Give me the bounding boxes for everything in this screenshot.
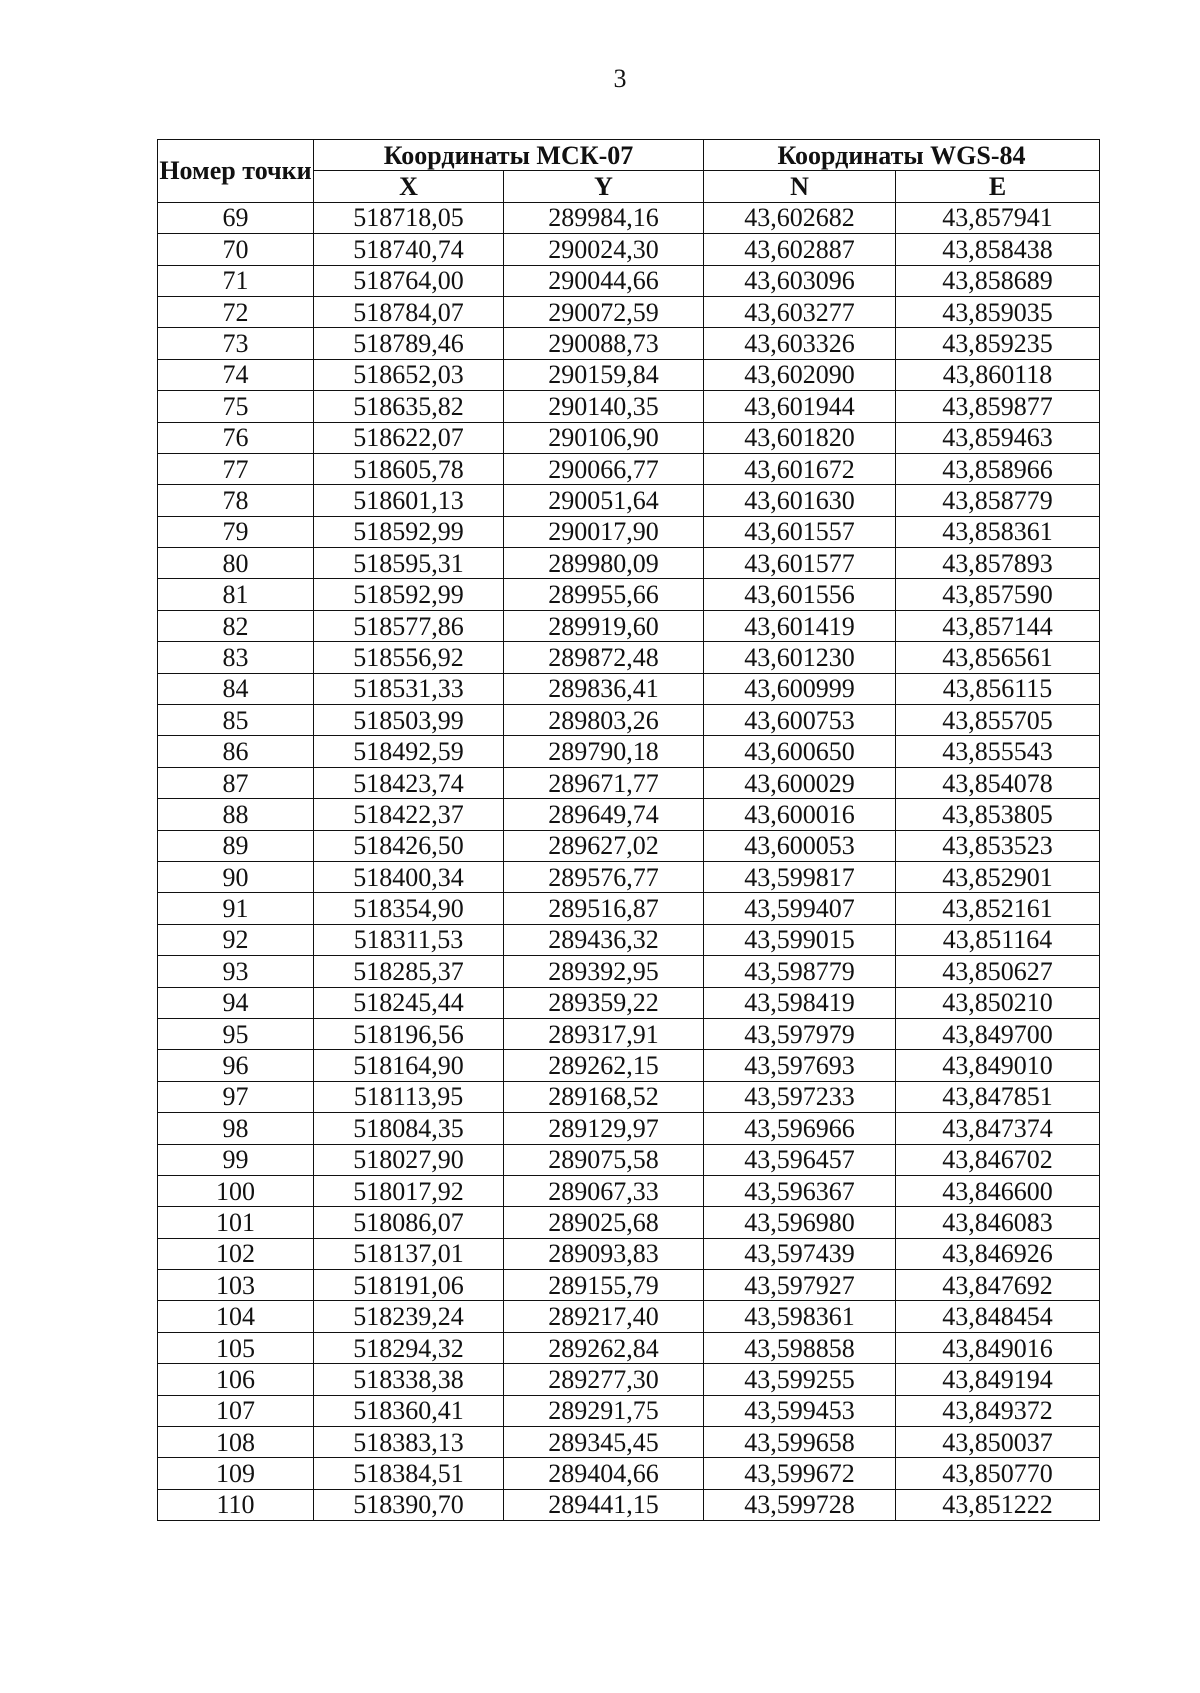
y-cell: 289345,45 bbox=[504, 1427, 704, 1458]
point-number-cell: 90 bbox=[158, 861, 314, 892]
n-cell: 43,601557 bbox=[704, 516, 896, 547]
e-cell: 43,857590 bbox=[896, 579, 1100, 610]
y-cell: 289075,58 bbox=[504, 1144, 704, 1175]
table-row bbox=[158, 924, 1100, 955]
table-row bbox=[158, 1489, 1100, 1520]
x-cell: 518740,74 bbox=[314, 234, 504, 265]
table-row bbox=[158, 548, 1100, 579]
n-cell: 43,600053 bbox=[704, 830, 896, 861]
e-cell: 43,848454 bbox=[896, 1301, 1100, 1332]
x-cell: 518390,70 bbox=[314, 1489, 504, 1520]
e-cell: 43,846600 bbox=[896, 1175, 1100, 1206]
point-number-cell: 88 bbox=[158, 799, 314, 830]
y-cell: 289093,83 bbox=[504, 1238, 704, 1269]
x-cell: 518605,78 bbox=[314, 453, 504, 484]
x-cell: 518338,38 bbox=[314, 1364, 504, 1395]
e-cell: 43,855705 bbox=[896, 705, 1100, 736]
x-cell: 518086,07 bbox=[314, 1207, 504, 1238]
x-cell: 518592,99 bbox=[314, 579, 504, 610]
x-cell: 518635,82 bbox=[314, 391, 504, 422]
n-cell: 43,597693 bbox=[704, 1050, 896, 1081]
x-cell: 518503,99 bbox=[314, 705, 504, 736]
y-cell: 289168,52 bbox=[504, 1081, 704, 1112]
e-cell: 43,852901 bbox=[896, 861, 1100, 892]
y-cell: 289025,68 bbox=[504, 1207, 704, 1238]
x-cell: 518285,37 bbox=[314, 956, 504, 987]
y-cell: 290024,30 bbox=[504, 234, 704, 265]
e-cell: 43,849194 bbox=[896, 1364, 1100, 1395]
y-cell: 289217,40 bbox=[504, 1301, 704, 1332]
n-cell: 43,599817 bbox=[704, 861, 896, 892]
point-number-cell: 69 bbox=[158, 202, 314, 233]
point-number-cell: 75 bbox=[158, 391, 314, 422]
table-row bbox=[158, 861, 1100, 892]
e-cell: 43,859235 bbox=[896, 328, 1100, 359]
table-row bbox=[158, 1238, 1100, 1269]
n-cell: 43,601630 bbox=[704, 485, 896, 516]
msk-coordinates-header: Координаты МСК-07 bbox=[314, 140, 704, 171]
point-number-cell: 93 bbox=[158, 956, 314, 987]
point-number-cell: 94 bbox=[158, 987, 314, 1018]
y-cell: 289627,02 bbox=[504, 830, 704, 861]
point-number-cell: 109 bbox=[158, 1458, 314, 1489]
n-cell: 43,600753 bbox=[704, 705, 896, 736]
e-cell: 43,855543 bbox=[896, 736, 1100, 767]
n-cell: 43,599672 bbox=[704, 1458, 896, 1489]
table-row bbox=[158, 1175, 1100, 1206]
n-cell: 43,598858 bbox=[704, 1332, 896, 1363]
y-cell: 289392,95 bbox=[504, 956, 704, 987]
point-number-cell: 106 bbox=[158, 1364, 314, 1395]
n-cell: 43,598361 bbox=[704, 1301, 896, 1332]
x-cell: 518784,07 bbox=[314, 296, 504, 327]
x-cell: 518556,92 bbox=[314, 642, 504, 673]
e-cell: 43,851164 bbox=[896, 924, 1100, 955]
n-cell: 43,597979 bbox=[704, 1018, 896, 1049]
table-row bbox=[158, 202, 1100, 233]
point-number-cell: 97 bbox=[158, 1081, 314, 1112]
table-row bbox=[158, 1332, 1100, 1363]
y-cell: 290106,90 bbox=[504, 422, 704, 453]
n-cell: 43,603277 bbox=[704, 296, 896, 327]
y-cell: 290088,73 bbox=[504, 328, 704, 359]
n-cell: 43,597439 bbox=[704, 1238, 896, 1269]
point-number-header: Номер точки bbox=[158, 140, 314, 203]
table-row bbox=[158, 987, 1100, 1018]
point-number-cell: 102 bbox=[158, 1238, 314, 1269]
y-cell: 289436,32 bbox=[504, 924, 704, 955]
y-cell: 289671,77 bbox=[504, 767, 704, 798]
point-number-cell: 99 bbox=[158, 1144, 314, 1175]
wgs-coordinates-header: Координаты WGS-84 bbox=[704, 140, 1100, 171]
e-cell: 43,849700 bbox=[896, 1018, 1100, 1049]
e-cell: 43,853805 bbox=[896, 799, 1100, 830]
y-cell: 290140,35 bbox=[504, 391, 704, 422]
table-row bbox=[158, 1364, 1100, 1395]
n-cell: 43,601672 bbox=[704, 453, 896, 484]
coordinates-table bbox=[157, 139, 1100, 1521]
point-number-cell: 83 bbox=[158, 642, 314, 673]
x-cell: 518383,13 bbox=[314, 1427, 504, 1458]
x-cell: 518384,51 bbox=[314, 1458, 504, 1489]
table-row bbox=[158, 705, 1100, 736]
x-cell: 518595,31 bbox=[314, 548, 504, 579]
table-row bbox=[158, 1301, 1100, 1332]
n-cell: 43,603096 bbox=[704, 265, 896, 296]
e-cell: 43,856115 bbox=[896, 673, 1100, 704]
point-number-cell: 103 bbox=[158, 1270, 314, 1301]
y-cell: 290159,84 bbox=[504, 359, 704, 390]
point-number-cell: 80 bbox=[158, 548, 314, 579]
y-cell: 290066,77 bbox=[504, 453, 704, 484]
y-cell: 290072,59 bbox=[504, 296, 704, 327]
y-cell: 289649,74 bbox=[504, 799, 704, 830]
table-row bbox=[158, 516, 1100, 547]
n-cell: 43,599728 bbox=[704, 1489, 896, 1520]
y-header: Y bbox=[504, 171, 704, 202]
n-cell: 43,597927 bbox=[704, 1270, 896, 1301]
page-number: 3 bbox=[613, 64, 627, 93]
point-number-cell: 74 bbox=[158, 359, 314, 390]
e-cell: 43,854078 bbox=[896, 767, 1100, 798]
table-row bbox=[158, 1018, 1100, 1049]
e-cell: 43,853523 bbox=[896, 830, 1100, 861]
point-number-cell: 108 bbox=[158, 1427, 314, 1458]
table-row bbox=[158, 1395, 1100, 1426]
e-cell: 43,846083 bbox=[896, 1207, 1100, 1238]
e-cell: 43,850037 bbox=[896, 1427, 1100, 1458]
table-row bbox=[158, 579, 1100, 610]
table-row bbox=[158, 736, 1100, 767]
point-number-cell: 100 bbox=[158, 1175, 314, 1206]
x-cell: 518622,07 bbox=[314, 422, 504, 453]
e-cell: 43,860118 bbox=[896, 359, 1100, 390]
table-row bbox=[158, 485, 1100, 516]
n-cell: 43,601944 bbox=[704, 391, 896, 422]
y-cell: 289980,09 bbox=[504, 548, 704, 579]
y-cell: 289277,30 bbox=[504, 1364, 704, 1395]
point-number-cell: 89 bbox=[158, 830, 314, 861]
x-cell: 518764,00 bbox=[314, 265, 504, 296]
n-cell: 43,599658 bbox=[704, 1427, 896, 1458]
x-cell: 518245,44 bbox=[314, 987, 504, 1018]
n-cell: 43,599407 bbox=[704, 893, 896, 924]
e-cell: 43,847374 bbox=[896, 1113, 1100, 1144]
point-number-cell: 87 bbox=[158, 767, 314, 798]
e-cell: 43,846926 bbox=[896, 1238, 1100, 1269]
x-cell: 518354,90 bbox=[314, 893, 504, 924]
y-cell: 289955,66 bbox=[504, 579, 704, 610]
point-number-cell: 85 bbox=[158, 705, 314, 736]
e-cell: 43,858779 bbox=[896, 485, 1100, 516]
n-header: N bbox=[704, 171, 896, 202]
y-cell: 289262,84 bbox=[504, 1332, 704, 1363]
table-row bbox=[158, 1144, 1100, 1175]
y-cell: 289836,41 bbox=[504, 673, 704, 704]
e-cell: 43,857893 bbox=[896, 548, 1100, 579]
y-cell: 289155,79 bbox=[504, 1270, 704, 1301]
e-cell: 43,858438 bbox=[896, 234, 1100, 265]
x-cell: 518492,59 bbox=[314, 736, 504, 767]
point-number-cell: 73 bbox=[158, 328, 314, 359]
e-cell: 43,849372 bbox=[896, 1395, 1100, 1426]
x-cell: 518360,41 bbox=[314, 1395, 504, 1426]
e-cell: 43,847692 bbox=[896, 1270, 1100, 1301]
y-cell: 289919,60 bbox=[504, 610, 704, 641]
point-number-cell: 107 bbox=[158, 1395, 314, 1426]
n-cell: 43,600999 bbox=[704, 673, 896, 704]
x-cell: 518601,13 bbox=[314, 485, 504, 516]
point-number-cell: 105 bbox=[158, 1332, 314, 1363]
table-row bbox=[158, 1458, 1100, 1489]
e-cell: 43,859463 bbox=[896, 422, 1100, 453]
point-number-cell: 76 bbox=[158, 422, 314, 453]
x-cell: 518718,05 bbox=[314, 202, 504, 233]
e-cell: 43,850210 bbox=[896, 987, 1100, 1018]
x-cell: 518592,99 bbox=[314, 516, 504, 547]
e-cell: 43,850770 bbox=[896, 1458, 1100, 1489]
x-header: X bbox=[314, 171, 504, 202]
point-number-cell: 78 bbox=[158, 485, 314, 516]
y-cell: 289516,87 bbox=[504, 893, 704, 924]
header-row-groups bbox=[158, 140, 1100, 171]
y-cell: 290017,90 bbox=[504, 516, 704, 547]
y-cell: 289359,22 bbox=[504, 987, 704, 1018]
n-cell: 43,600016 bbox=[704, 799, 896, 830]
n-cell: 43,601577 bbox=[704, 548, 896, 579]
y-cell: 289441,15 bbox=[504, 1489, 704, 1520]
x-cell: 518311,53 bbox=[314, 924, 504, 955]
n-cell: 43,602090 bbox=[704, 359, 896, 390]
table-row bbox=[158, 1207, 1100, 1238]
point-number-cell: 86 bbox=[158, 736, 314, 767]
y-cell: 289790,18 bbox=[504, 736, 704, 767]
point-number-cell: 82 bbox=[158, 610, 314, 641]
point-number-cell: 84 bbox=[158, 673, 314, 704]
point-number-cell: 110 bbox=[158, 1489, 314, 1520]
x-cell: 518789,46 bbox=[314, 328, 504, 359]
table-row bbox=[158, 799, 1100, 830]
point-number-cell: 72 bbox=[158, 296, 314, 327]
table-row bbox=[158, 956, 1100, 987]
x-cell: 518027,90 bbox=[314, 1144, 504, 1175]
table-row bbox=[158, 453, 1100, 484]
point-number-cell: 79 bbox=[158, 516, 314, 547]
x-cell: 518422,37 bbox=[314, 799, 504, 830]
n-cell: 43,596980 bbox=[704, 1207, 896, 1238]
n-cell: 43,598419 bbox=[704, 987, 896, 1018]
n-cell: 43,602682 bbox=[704, 202, 896, 233]
n-cell: 43,599015 bbox=[704, 924, 896, 955]
y-cell: 289984,16 bbox=[504, 202, 704, 233]
n-cell: 43,599255 bbox=[704, 1364, 896, 1395]
point-number-cell: 71 bbox=[158, 265, 314, 296]
y-cell: 289803,26 bbox=[504, 705, 704, 736]
x-cell: 518400,34 bbox=[314, 861, 504, 892]
y-cell: 290044,66 bbox=[504, 265, 704, 296]
point-number-cell: 77 bbox=[158, 453, 314, 484]
table-row bbox=[158, 391, 1100, 422]
table-body bbox=[158, 202, 1100, 1520]
x-cell: 518017,92 bbox=[314, 1175, 504, 1206]
x-cell: 518294,32 bbox=[314, 1332, 504, 1363]
table-row bbox=[158, 296, 1100, 327]
e-cell: 43,847851 bbox=[896, 1081, 1100, 1112]
point-number-cell: 95 bbox=[158, 1018, 314, 1049]
x-cell: 518531,33 bbox=[314, 673, 504, 704]
table-header bbox=[158, 140, 1100, 203]
table-row bbox=[158, 422, 1100, 453]
n-cell: 43,600650 bbox=[704, 736, 896, 767]
x-cell: 518196,56 bbox=[314, 1018, 504, 1049]
n-cell: 43,601556 bbox=[704, 579, 896, 610]
n-cell: 43,601230 bbox=[704, 642, 896, 673]
table-row bbox=[158, 610, 1100, 641]
e-cell: 43,852161 bbox=[896, 893, 1100, 924]
e-cell: 43,858361 bbox=[896, 516, 1100, 547]
table-row bbox=[158, 359, 1100, 390]
x-cell: 518423,74 bbox=[314, 767, 504, 798]
table-row bbox=[158, 767, 1100, 798]
e-cell: 43,857941 bbox=[896, 202, 1100, 233]
x-cell: 518113,95 bbox=[314, 1081, 504, 1112]
e-cell: 43,859877 bbox=[896, 391, 1100, 422]
table-row bbox=[158, 642, 1100, 673]
point-number-cell: 91 bbox=[158, 893, 314, 924]
x-cell: 518652,03 bbox=[314, 359, 504, 390]
e-cell: 43,849010 bbox=[896, 1050, 1100, 1081]
point-number-cell: 98 bbox=[158, 1113, 314, 1144]
point-number-cell: 92 bbox=[158, 924, 314, 955]
x-cell: 518577,86 bbox=[314, 610, 504, 641]
table-row bbox=[158, 234, 1100, 265]
e-cell: 43,858966 bbox=[896, 453, 1100, 484]
point-number-cell: 104 bbox=[158, 1301, 314, 1332]
y-cell: 289067,33 bbox=[504, 1175, 704, 1206]
n-cell: 43,601820 bbox=[704, 422, 896, 453]
n-cell: 43,602887 bbox=[704, 234, 896, 265]
e-cell: 43,851222 bbox=[896, 1489, 1100, 1520]
e-cell: 43,846702 bbox=[896, 1144, 1100, 1175]
x-cell: 518426,50 bbox=[314, 830, 504, 861]
e-cell: 43,858689 bbox=[896, 265, 1100, 296]
e-header: E bbox=[896, 171, 1100, 202]
n-cell: 43,601419 bbox=[704, 610, 896, 641]
e-cell: 43,849016 bbox=[896, 1332, 1100, 1363]
x-cell: 518164,90 bbox=[314, 1050, 504, 1081]
n-cell: 43,603326 bbox=[704, 328, 896, 359]
y-cell: 289129,97 bbox=[504, 1113, 704, 1144]
n-cell: 43,597233 bbox=[704, 1081, 896, 1112]
x-cell: 518137,01 bbox=[314, 1238, 504, 1269]
x-cell: 518239,24 bbox=[314, 1301, 504, 1332]
y-cell: 289291,75 bbox=[504, 1395, 704, 1426]
table-row bbox=[158, 1113, 1100, 1144]
e-cell: 43,857144 bbox=[896, 610, 1100, 641]
n-cell: 43,598779 bbox=[704, 956, 896, 987]
y-cell: 289404,66 bbox=[504, 1458, 704, 1489]
table-row bbox=[158, 893, 1100, 924]
n-cell: 43,600029 bbox=[704, 767, 896, 798]
e-cell: 43,856561 bbox=[896, 642, 1100, 673]
table-row bbox=[158, 1050, 1100, 1081]
e-cell: 43,850627 bbox=[896, 956, 1100, 987]
y-cell: 289576,77 bbox=[504, 861, 704, 892]
point-number-cell: 70 bbox=[158, 234, 314, 265]
n-cell: 43,596966 bbox=[704, 1113, 896, 1144]
table-row bbox=[158, 830, 1100, 861]
n-cell: 43,596457 bbox=[704, 1144, 896, 1175]
point-number-cell: 96 bbox=[158, 1050, 314, 1081]
n-cell: 43,599453 bbox=[704, 1395, 896, 1426]
y-cell: 289872,48 bbox=[504, 642, 704, 673]
y-cell: 290051,64 bbox=[504, 485, 704, 516]
table-row bbox=[158, 1270, 1100, 1301]
point-number-cell: 81 bbox=[158, 579, 314, 610]
table-row bbox=[158, 265, 1100, 296]
y-cell: 289317,91 bbox=[504, 1018, 704, 1049]
y-cell: 289262,15 bbox=[504, 1050, 704, 1081]
point-number-cell: 101 bbox=[158, 1207, 314, 1238]
table-row bbox=[158, 673, 1100, 704]
x-cell: 518084,35 bbox=[314, 1113, 504, 1144]
table-row bbox=[158, 328, 1100, 359]
n-cell: 43,596367 bbox=[704, 1175, 896, 1206]
table-row bbox=[158, 1427, 1100, 1458]
x-cell: 518191,06 bbox=[314, 1270, 504, 1301]
e-cell: 43,859035 bbox=[896, 296, 1100, 327]
table-row bbox=[158, 1081, 1100, 1112]
